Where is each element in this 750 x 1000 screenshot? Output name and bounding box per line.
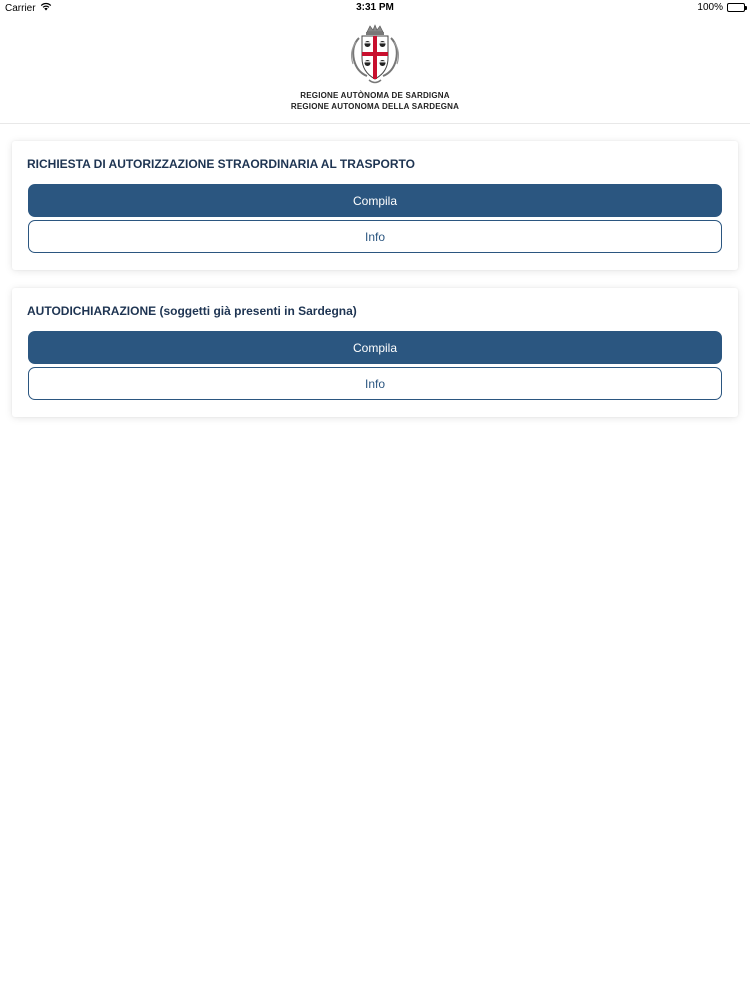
coat-of-arms-logo: [0, 24, 750, 86]
status-bar: [0, 0, 750, 16]
carrier-label: Carrier: [5, 2, 36, 14]
region-name-sardinian: REGIONE AUTÒNOMA DE SARDIGNA: [300, 91, 450, 100]
info-button[interactable]: Info: [28, 220, 722, 253]
card-title: RICHIESTA DI AUTORIZZAZIONE STRAORDINARIA AL TRASPORTO: [27, 157, 416, 171]
card-authorization: [12, 141, 738, 270]
clock: 3:31 PM: [356, 2, 394, 13]
status-right: [697, 2, 745, 13]
compila-button[interactable]: Compila: [28, 184, 722, 217]
header: [0, 16, 750, 124]
card-self-declaration: [12, 288, 738, 417]
card-title: AUTODICHIARAZIONE (soggetti già presenti in Sardegna): [27, 304, 357, 318]
coat-of-arms-icon: [345, 24, 405, 86]
region-name: [0, 90, 750, 112]
compila-button[interactable]: Compila: [28, 331, 722, 364]
battery-percent: 100%: [697, 2, 723, 13]
region-name-italian: REGIONE AUTONOMA DELLA SARDEGNA: [290, 102, 460, 111]
info-button[interactable]: Info: [28, 367, 722, 400]
battery-icon: [727, 3, 745, 12]
